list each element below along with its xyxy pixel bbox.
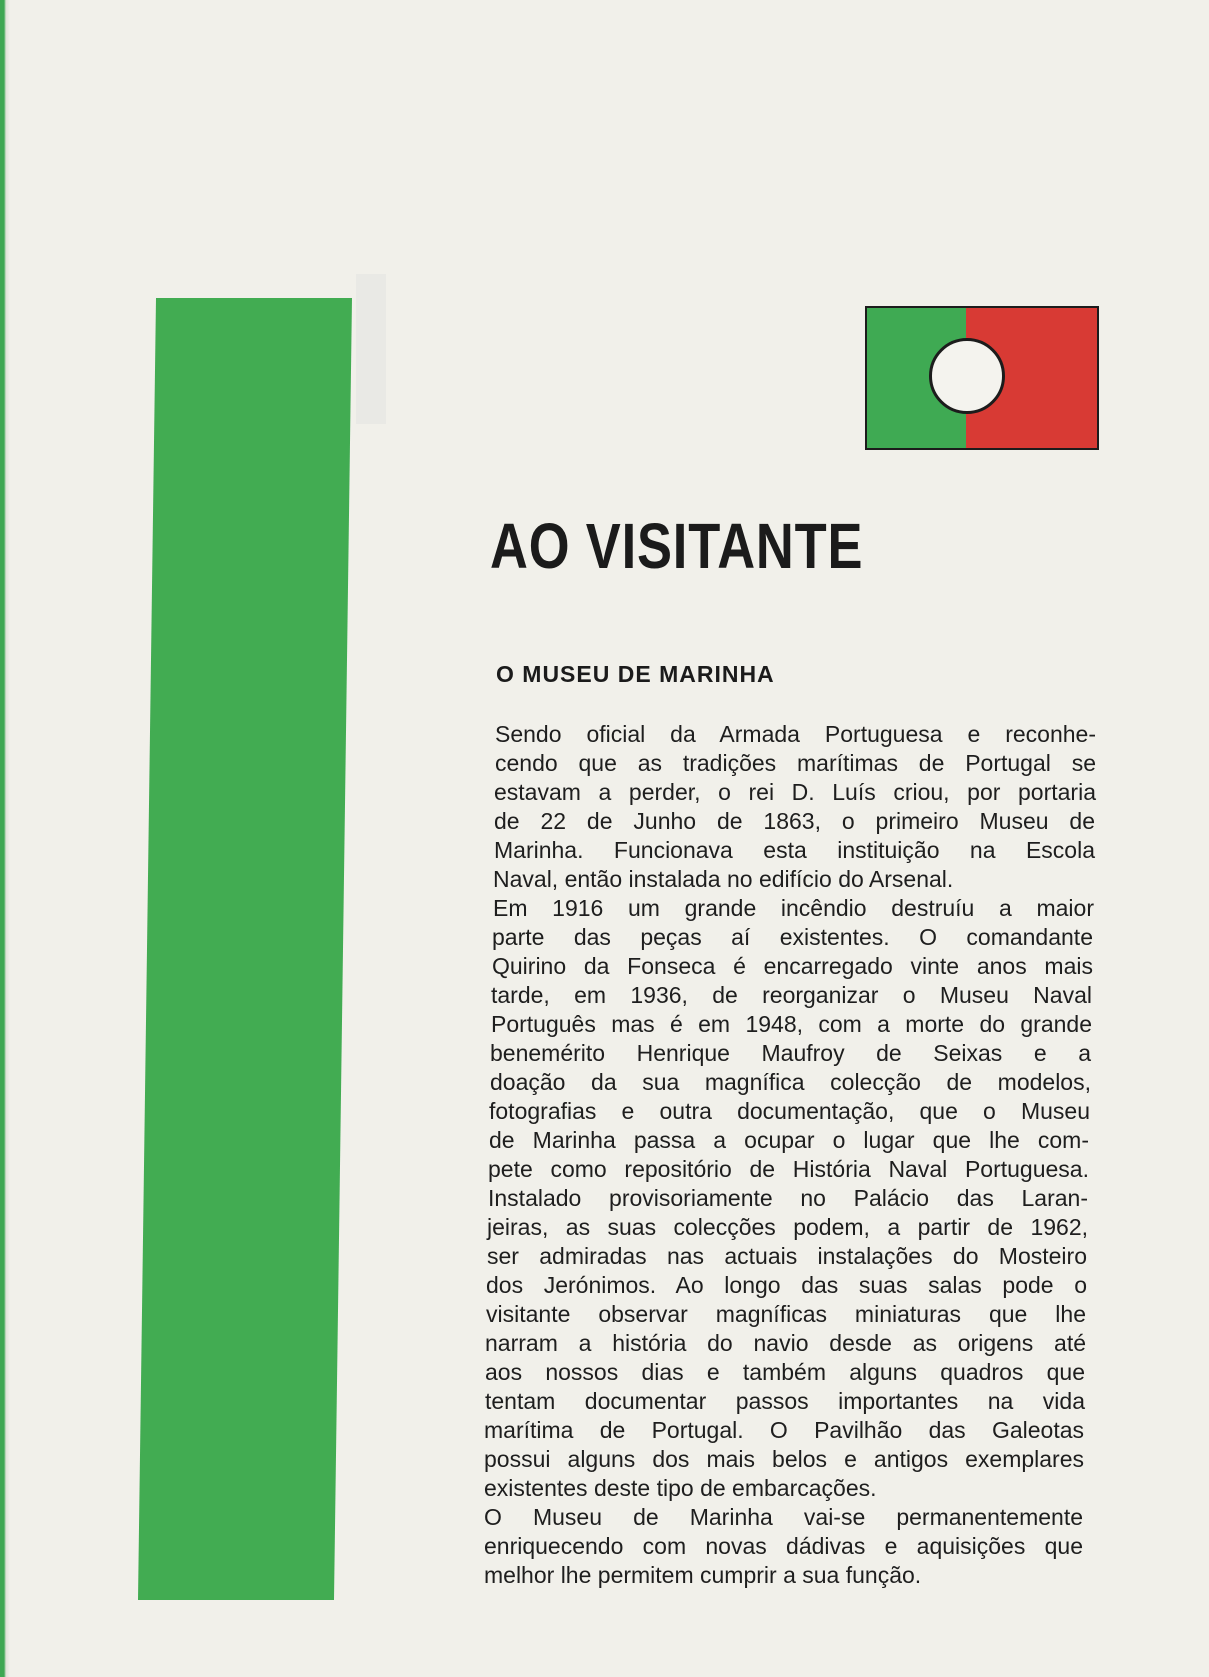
text-line: enriquecendo com novas dádivas e aquisições que [484,1533,1083,1559]
text-line: O Museu de Marinha vai-se permanentemente [484,1504,1083,1530]
portuguese-flag-emblem [865,306,1099,450]
section-subtitle: O MUSEU DE MARINHA [496,661,775,687]
page-title: AO VISITANTE [490,510,864,582]
text-line: existentes deste tipo de embarcações. [484,1475,877,1501]
bleed-through-shape [356,274,386,424]
text-line: visitante observar magníficas miniaturas que lhe [486,1301,1086,1327]
text-line: Instalado provisoriamente no Palácio das Laran- [488,1185,1088,1211]
text-line: melhor lhe permitem cumprir a sua função. [484,1562,922,1588]
text-line: ser admiradas nas actuais instalações do Mosteiro [487,1243,1087,1269]
text-line: pete como repositório de História Naval Portuguesa. [488,1156,1089,1182]
text-line: Português mas é em 1948, com a morte do grande [491,1011,1092,1037]
text-line: de 22 de Junho de 1863, o primeiro Museu de [494,808,1095,834]
text-line: jeiras, as suas colecções podem, a partir de 1962, [487,1214,1088,1240]
text-line: cendo que as tradições marítimas de Portugal se [495,750,1096,776]
text-line: Marinha. Funcionava esta instituição na Escola [494,837,1095,863]
flag-white-disc [929,338,1005,414]
text-line: aos nossos dias e também alguns quadros que [485,1359,1085,1385]
text-line: dos Jerónimos. Ao longo das suas salas pode o [486,1272,1087,1298]
text-line: Quirino da Fonseca é encarregado vinte anos mais [492,953,1093,979]
text-line: tarde, em 1936, de reorganizar o Museu Naval [491,982,1092,1008]
text-line: Sendo oficial da Armada Portuguesa e reconhe- [495,721,1096,747]
text-line: tentam documentar passos importantes na vida [485,1388,1085,1414]
text-line: estavam a perder, o rei D. Luís criou, por portaria [494,779,1096,805]
text-line: narram a história do navio desde as origens até [485,1330,1086,1356]
text-line: de Marinha passa a ocupar o lugar que lhe com- [489,1127,1089,1153]
text-line: parte das peças aí existentes. O comandante [492,924,1093,950]
text-line: Em 1916 um grande incêndio destruíu a maior [493,895,1094,921]
text-line: benemérito Henrique Maufroy de Seixas e a [490,1040,1091,1066]
text-line: marítima de Portugal. O Pavilhão das Galeotas [484,1417,1084,1443]
text-line: doação da sua magnífica colecção de modelos, [490,1069,1091,1095]
text-line: possui alguns dos mais belos e antigos exemplares [484,1446,1084,1472]
body-text [0,720,1209,1620]
text-line: Naval, então instalada no edifício do Arsenal. [493,866,954,892]
text-line: fotografias e outra documentação, que o Museu [489,1098,1090,1124]
